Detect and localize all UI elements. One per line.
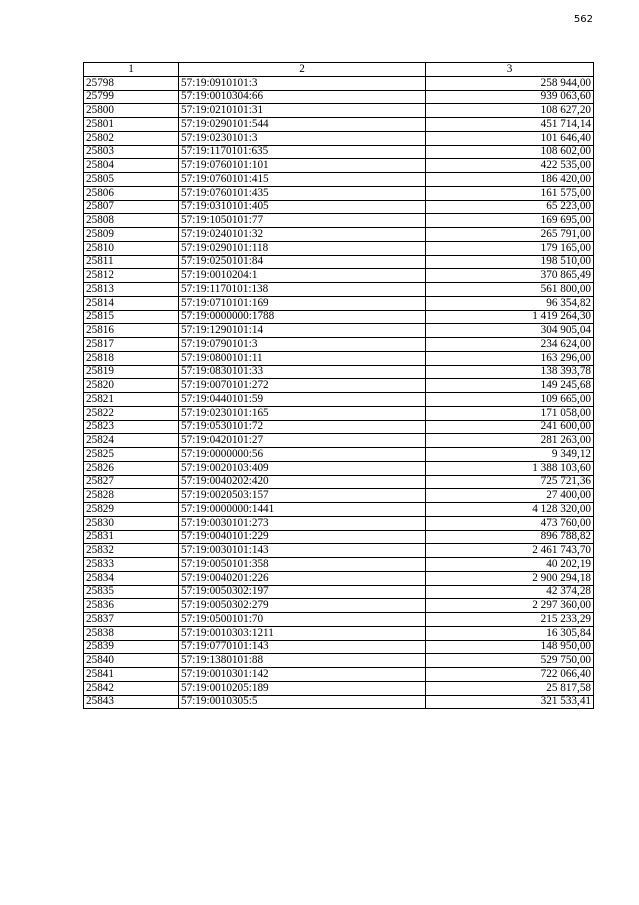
record-number-cell: 25800: [84, 104, 179, 118]
cadastral-number-cell: 57:19:0010304:66: [179, 90, 426, 104]
value-cell: 451 714,14: [426, 118, 594, 132]
cadastral-number-cell: 57:19:0000000:1788: [179, 310, 426, 324]
value-cell: 25 817,58: [426, 681, 594, 695]
record-number-cell: 25806: [84, 186, 179, 200]
table-row: [84, 104, 594, 118]
cadastral-number-cell: 57:19:0050101:358: [179, 558, 426, 572]
record-number-cell: 25815: [84, 310, 179, 324]
value-cell: 108 602,00: [426, 145, 594, 159]
value-cell: 198 510,00: [426, 255, 594, 269]
table-row: [84, 654, 594, 668]
record-number-cell: 25823: [84, 420, 179, 434]
cadastral-number-cell: 57:19:0000000:1441: [179, 503, 426, 517]
table-row: [84, 159, 594, 173]
value-cell: 108 627,20: [426, 104, 594, 118]
cadastral-number-cell: 57:19:0010205:189: [179, 681, 426, 695]
table-row: [84, 489, 594, 503]
cadastral-number-cell: 57:19:0500101:70: [179, 613, 426, 627]
record-number-cell: 25808: [84, 214, 179, 228]
value-cell: 234 624,00: [426, 338, 594, 352]
value-cell: 179 165,00: [426, 241, 594, 255]
record-number-cell: 25836: [84, 599, 179, 613]
value-cell: 722 066,40: [426, 668, 594, 682]
value-cell: 265 791,00: [426, 228, 594, 242]
table-row: [84, 200, 594, 214]
table-row: [84, 613, 594, 627]
cadastral-number-cell: 57:19:0760101:435: [179, 186, 426, 200]
table-row: [84, 269, 594, 283]
record-number-cell: 25824: [84, 434, 179, 448]
value-cell: 321 533,41: [426, 695, 594, 709]
cadastral-number-cell: 57:19:0000000:56: [179, 448, 426, 462]
cadastral-number-cell: 57:19:0790101:3: [179, 338, 426, 352]
value-cell: 4 128 320,00: [426, 503, 594, 517]
record-number-cell: 25834: [84, 571, 179, 585]
cadastral-number-cell: 57:19:0040202:420: [179, 475, 426, 489]
table-row: [84, 461, 594, 475]
value-cell: 241 600,00: [426, 420, 594, 434]
table-body: [84, 76, 594, 709]
record-number-cell: 25835: [84, 585, 179, 599]
table-row: [84, 76, 594, 90]
record-number-cell: 25814: [84, 296, 179, 310]
record-number-cell: 25803: [84, 145, 179, 159]
table-row: [84, 640, 594, 654]
table-row: [84, 448, 594, 462]
cadastral-number-cell: 57:19:0040201:226: [179, 571, 426, 585]
cadastral-number-cell: 57:19:0440101:59: [179, 393, 426, 407]
cadastral-number-cell: 57:19:1050101:77: [179, 214, 426, 228]
record-number-cell: 25816: [84, 324, 179, 338]
value-cell: 148 950,00: [426, 640, 594, 654]
value-cell: 1 388 103,60: [426, 461, 594, 475]
record-number-cell: 25839: [84, 640, 179, 654]
table-row: [84, 379, 594, 393]
table-row: [84, 406, 594, 420]
value-cell: 281 263,00: [426, 434, 594, 448]
cadastral-number-cell: 57:19:0010303:1211: [179, 626, 426, 640]
table-row: [84, 365, 594, 379]
table-row: [84, 599, 594, 613]
record-number-cell: 25802: [84, 131, 179, 145]
value-cell: 171 058,00: [426, 406, 594, 420]
cadastral-number-cell: 57:19:0050302:279: [179, 599, 426, 613]
record-number-cell: 25799: [84, 90, 179, 104]
record-number-cell: 25804: [84, 159, 179, 173]
page-number: 562: [573, 14, 593, 25]
cadastral-number-cell: 57:19:0420101:27: [179, 434, 426, 448]
record-number-cell: 25828: [84, 489, 179, 503]
record-number-cell: 25837: [84, 613, 179, 627]
value-cell: 65 223,00: [426, 200, 594, 214]
cadastral-number-cell: 57:19:0240101:32: [179, 228, 426, 242]
table-row: [84, 338, 594, 352]
table-row: [84, 503, 594, 517]
record-number-cell: 25840: [84, 654, 179, 668]
table-row: [84, 516, 594, 530]
table-row: [84, 145, 594, 159]
record-number-cell: 25817: [84, 338, 179, 352]
value-cell: 2 297 360,00: [426, 599, 594, 613]
table-row: [84, 351, 594, 365]
table-row: [84, 681, 594, 695]
record-number-cell: 25825: [84, 448, 179, 462]
value-cell: 2 900 294,18: [426, 571, 594, 585]
record-number-cell: 25801: [84, 118, 179, 132]
cadastral-number-cell: 57:19:0290101:118: [179, 241, 426, 255]
value-cell: 939 063,60: [426, 90, 594, 104]
cadastral-number-cell: 57:19:0030101:143: [179, 544, 426, 558]
cadastral-number-cell: 57:19:0770101:143: [179, 640, 426, 654]
value-cell: 27 400,00: [426, 489, 594, 503]
value-cell: 304 905,04: [426, 324, 594, 338]
value-cell: 42 374,28: [426, 585, 594, 599]
table-row: [84, 585, 594, 599]
record-number-cell: 25809: [84, 228, 179, 242]
cadastral-number-cell: 57:19:0070101:272: [179, 379, 426, 393]
cadastral-number-cell: 57:19:0760101:101: [179, 159, 426, 173]
record-number-cell: 25813: [84, 283, 179, 297]
cadastral-number-cell: 57:19:0230101:165: [179, 406, 426, 420]
cadastral-number-cell: 57:19:0710101:169: [179, 296, 426, 310]
record-number-cell: 25838: [84, 626, 179, 640]
cadastral-number-cell: 57:19:1290101:14: [179, 324, 426, 338]
record-number-cell: 25812: [84, 269, 179, 283]
record-number-cell: 25826: [84, 461, 179, 475]
table-row: [84, 544, 594, 558]
cadastral-number-cell: 57:19:0530101:72: [179, 420, 426, 434]
table-row: [84, 283, 594, 297]
cadastral-number-cell: 57:19:0010301:142: [179, 668, 426, 682]
record-number-cell: 25822: [84, 406, 179, 420]
value-cell: 725 721,36: [426, 475, 594, 489]
table-row: [84, 214, 594, 228]
record-number-cell: 25811: [84, 255, 179, 269]
record-number-cell: 25818: [84, 351, 179, 365]
registry-table: [83, 62, 594, 709]
cadastral-number-cell: 57:19:0040101:229: [179, 530, 426, 544]
cadastral-number-cell: 57:19:0230101:3: [179, 131, 426, 145]
value-cell: 101 646,40: [426, 131, 594, 145]
record-number-cell: 25829: [84, 503, 179, 517]
record-number-cell: 25831: [84, 530, 179, 544]
value-cell: 561 800,00: [426, 283, 594, 297]
cadastral-number-cell: 57:19:1170101:138: [179, 283, 426, 297]
record-number-cell: 25827: [84, 475, 179, 489]
record-number-cell: 25798: [84, 76, 179, 90]
table-row: [84, 296, 594, 310]
value-cell: 422 535,00: [426, 159, 594, 173]
record-number-cell: 25810: [84, 241, 179, 255]
column-header-2: 2: [179, 63, 426, 77]
table-row: [84, 695, 594, 709]
value-cell: 40 202,19: [426, 558, 594, 572]
cadastral-number-cell: 57:19:1380101:88: [179, 654, 426, 668]
table-row: [84, 475, 594, 489]
record-number-cell: 25841: [84, 668, 179, 682]
value-cell: 16 305,84: [426, 626, 594, 640]
cadastral-number-cell: 57:19:0760101:415: [179, 173, 426, 187]
table-row: [84, 241, 594, 255]
column-header-1: 1: [84, 63, 179, 77]
value-cell: 109 665,00: [426, 393, 594, 407]
table-row: [84, 530, 594, 544]
value-cell: 2 461 743,70: [426, 544, 594, 558]
cadastral-number-cell: 57:19:1170101:635: [179, 145, 426, 159]
value-cell: 1 419 264,30: [426, 310, 594, 324]
value-cell: 149 245,68: [426, 379, 594, 393]
table-row: [84, 228, 594, 242]
table-row: [84, 558, 594, 572]
value-cell: 473 760,00: [426, 516, 594, 530]
table-row: [84, 310, 594, 324]
value-cell: 215 233,29: [426, 613, 594, 627]
record-number-cell: 25842: [84, 681, 179, 695]
table-header-row: [84, 63, 594, 77]
table-row: [84, 668, 594, 682]
cadastral-number-cell: 57:19:0030101:273: [179, 516, 426, 530]
value-cell: 896 788,82: [426, 530, 594, 544]
cadastral-number-cell: 57:19:0800101:11: [179, 351, 426, 365]
table-row: [84, 186, 594, 200]
record-number-cell: 25821: [84, 393, 179, 407]
value-cell: 169 695,00: [426, 214, 594, 228]
record-number-cell: 25832: [84, 544, 179, 558]
cadastral-number-cell: 57:19:0020103:409: [179, 461, 426, 475]
cadastral-number-cell: 57:19:0020503:157: [179, 489, 426, 503]
cadastral-number-cell: 57:19:0010305:5: [179, 695, 426, 709]
table-row: [84, 434, 594, 448]
table-row: [84, 571, 594, 585]
record-number-cell: 25805: [84, 173, 179, 187]
cadastral-number-cell: 57:19:0910101:3: [179, 76, 426, 90]
value-cell: 258 944,00: [426, 76, 594, 90]
value-cell: 529 750,00: [426, 654, 594, 668]
cadastral-number-cell: 57:19:0050302:197: [179, 585, 426, 599]
value-cell: 138 393,78: [426, 365, 594, 379]
value-cell: 9 349,12: [426, 448, 594, 462]
table-row: [84, 131, 594, 145]
record-number-cell: 25820: [84, 379, 179, 393]
record-number-cell: 25843: [84, 695, 179, 709]
table-row: [84, 255, 594, 269]
cadastral-number-cell: 57:19:0210101:31: [179, 104, 426, 118]
table-row: [84, 420, 594, 434]
value-cell: 163 296,00: [426, 351, 594, 365]
table-row: [84, 90, 594, 104]
column-header-3: 3: [426, 63, 594, 77]
value-cell: 370 865,49: [426, 269, 594, 283]
record-number-cell: 25807: [84, 200, 179, 214]
cadastral-number-cell: 57:19:0290101:544: [179, 118, 426, 132]
value-cell: 161 575,00: [426, 186, 594, 200]
cadastral-number-cell: 57:19:0310101:405: [179, 200, 426, 214]
table-row: [84, 173, 594, 187]
value-cell: 186 420,00: [426, 173, 594, 187]
table-row: [84, 393, 594, 407]
record-number-cell: 25830: [84, 516, 179, 530]
cadastral-number-cell: 57:19:0830101:33: [179, 365, 426, 379]
record-number-cell: 25819: [84, 365, 179, 379]
value-cell: 96 354,82: [426, 296, 594, 310]
table-row: [84, 118, 594, 132]
cadastral-number-cell: 57:19:0250101:84: [179, 255, 426, 269]
table-row: [84, 626, 594, 640]
table-row: [84, 324, 594, 338]
cadastral-number-cell: 57:19:0010204:1: [179, 269, 426, 283]
record-number-cell: 25833: [84, 558, 179, 572]
